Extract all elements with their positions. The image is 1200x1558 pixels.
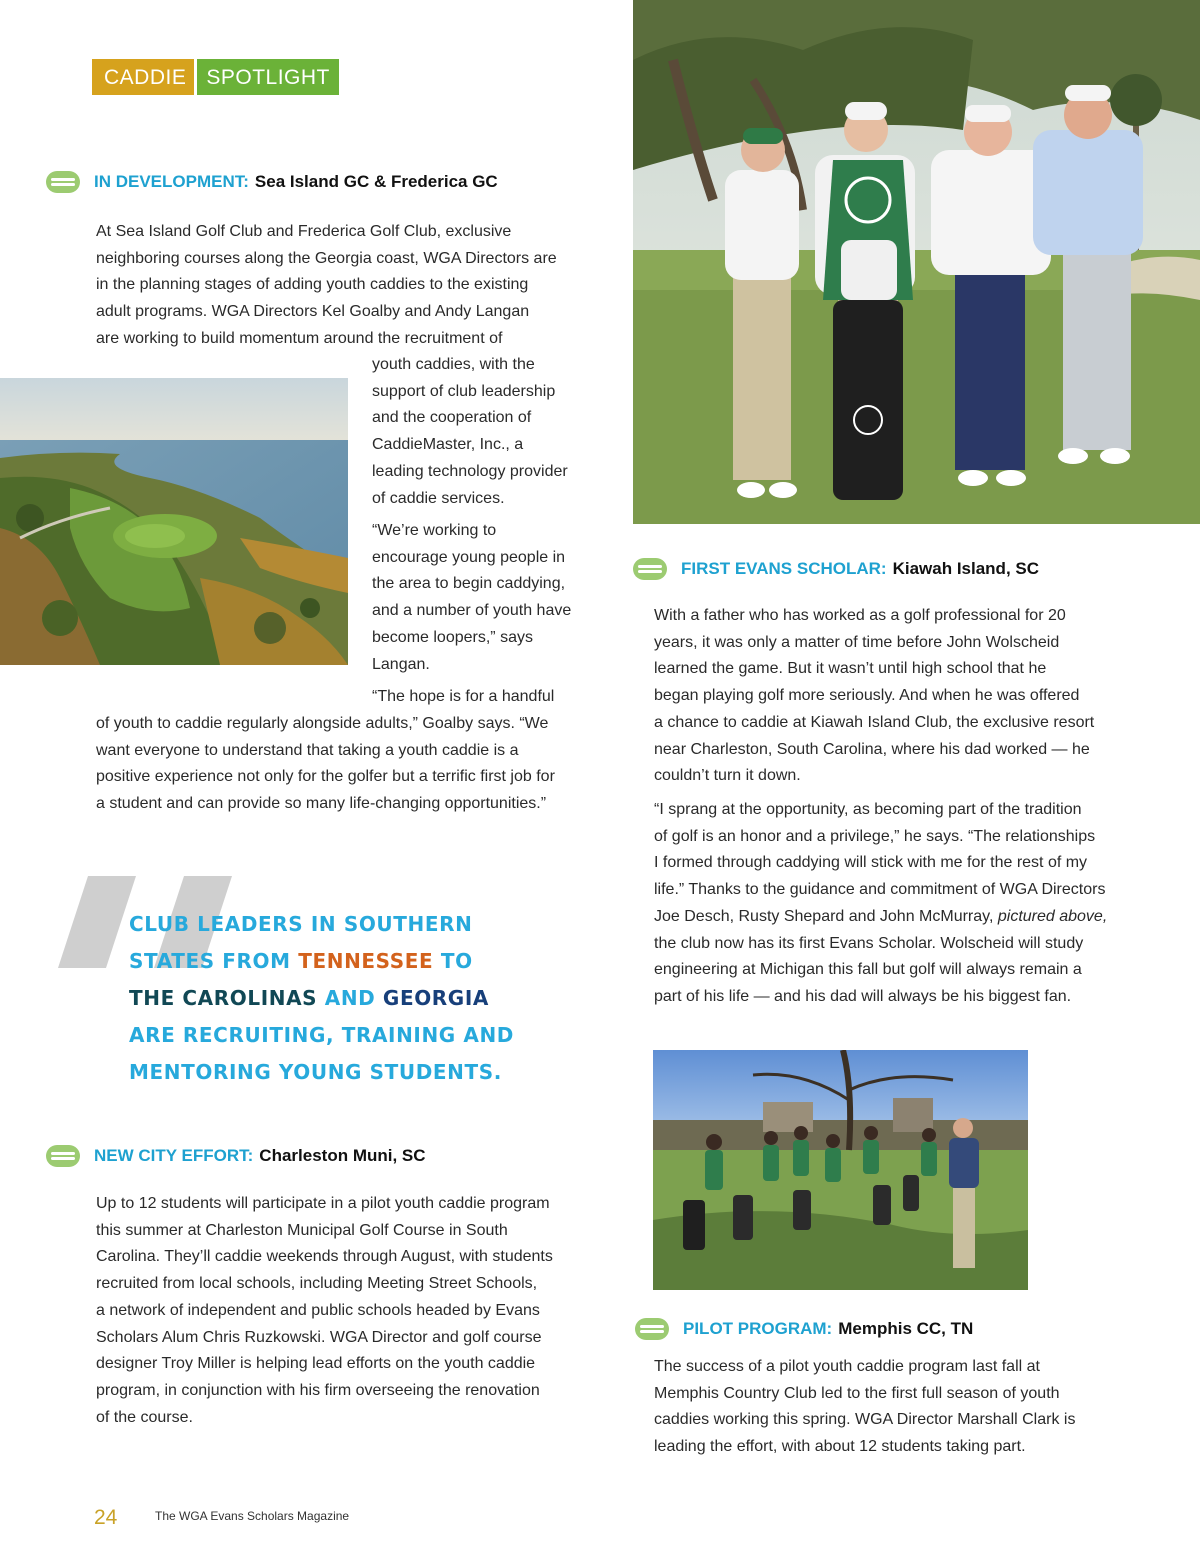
text-line: part of his life — and his dad will always be his biggest fan. [654,987,1072,1005]
quote-highlight-georgia: GEORGIA [382,986,489,1010]
section-tag [92,59,339,95]
text-line: become loopers,” says [372,628,533,646]
text-line: encourage young people in [372,548,566,566]
text-line: Scholars Alum Chris Ruzkowski. WGA Director and golf course [96,1328,542,1346]
text-line: this summer at Charleston Municipal Golf Course in South [96,1221,508,1239]
text-line: “The hope is for a handful [372,688,555,705]
quote-line-4: ARE RECRUITING, TRAINING AND [129,1023,515,1047]
text-line: near Charleston, South Carolina, where his dad worked — he [654,740,1090,758]
first-scholar-para-1 [654,603,1094,790]
text-line: At Sea Island Golf Club and Frederica Golf Club, exclusive [96,223,512,240]
text-line: The success of a pilot youth caddie program last fall at [654,1358,1040,1375]
text-line: “I sprang at the opportunity, as becoming part of the tradition [654,801,1082,818]
quote-text: STATES FROM [129,949,299,973]
text-line: Up to 12 students will participate in a pilot youth caddie program [96,1195,550,1212]
text-line: Carolina. They’ll caddie weekends through August, with students [96,1248,553,1266]
text-line: learned the game. But it wasn’t until high school that he [654,660,1047,678]
in-development-narrow-2 [372,518,571,678]
heading-kicker: PILOT PROGRAM: [683,1319,833,1338]
quote-highlight-tennessee: TENNESSEE [298,949,434,973]
heading-kicker: IN DEVELOPMENT: [94,172,249,191]
text-line: designer Troy Miller is helping lead efforts on the youth caddie [96,1355,536,1373]
memphis-group-photo [653,1050,1028,1290]
text-line: Langan. [372,655,430,673]
text-line: of caddie services. [372,489,505,507]
page-number: 24 [94,1506,118,1529]
pill-icon [635,1318,669,1340]
text-line: in the planning stages of adding youth caddies to the existing [96,276,529,294]
text-line: CaddieMaster, Inc., a [372,436,524,454]
quote-line-3 [129,980,514,1017]
text-line: the area to begin caddying, [372,575,566,593]
text-line: want everyone to understand that taking a youth caddie is a [96,741,519,759]
section-tag-spotlight: SPOTLIGHT [197,59,339,95]
text-line: a student and can provide so many life-changing opportunities.” [96,795,547,813]
text-line: a chance to caddie at Kiawah Island Club, the exclusive resort [654,713,1095,731]
text-line: Memphis Country Club led to the first full season of youth [654,1384,1060,1402]
heading-place: Charleston Muni, SC [259,1146,426,1165]
text-line: of the course. [96,1408,193,1426]
text-line: support of club leadership [372,382,556,400]
text-line: of youth to caddie regularly alongside adults,” Goalby says. “We [96,715,549,732]
text-line: are working to build momentum around the recruitment of [96,329,503,347]
quote-line-1: CLUB LEADERS IN SOUTHERN [129,912,473,936]
in-development-closing [96,711,555,818]
text-line: leading technology provider [372,462,568,480]
heading-place: Memphis CC, TN [838,1319,974,1338]
text-line: neighboring courses along the Georgia coast, WGA Directors are [96,249,557,267]
pill-icon [46,171,80,193]
new-city-body [96,1191,553,1431]
heading-pilot-program [635,1318,973,1340]
pill-icon [46,1145,80,1167]
text-line: adult programs. WGA Directors Kel Goalby and Andy Langan [96,303,530,321]
quote-line-5: MENTORING YOUNG STUDENTS. [129,1060,502,1084]
pill-icon [633,558,667,580]
text-run: Joe Desch, Rusty Shepard and John McMurray, [654,907,998,925]
quote-highlight-carolinas: THE CAROLINAS [129,986,318,1010]
text-line: recruited from local schools, including Meeting Street Schools, [96,1275,538,1293]
text-line: and a number of youth have [372,602,572,620]
in-development-narrow-1 [372,352,568,512]
quote-text: TO [433,949,473,973]
text-line: the club now has its first Evans Scholar. Wolscheid will study [654,934,1084,952]
text-line: couldn’t turn it down. [654,767,801,785]
aerial-course-photo [0,378,348,665]
text-line: and the cooperation of [372,409,532,427]
in-development-body [96,219,557,353]
text-line: life.” Thanks to the guidance and commitment of WGA Directors [654,881,1106,899]
heading-place: Kiawah Island, SC [892,559,1040,578]
text-line: of golf is an honor and a privilege,” he says. “The relationships [654,827,1096,845]
quote-line-2 [129,943,514,980]
quote-text: AND [317,986,383,1010]
text-line: program, in conjunction with his firm overseeing the renovation [96,1381,540,1399]
heading-in-development [46,171,498,193]
heading-new-city [46,1145,426,1167]
in-development-closing-first [372,684,554,711]
text-line: leading the effort, with about 12 students taking part. [654,1438,1026,1456]
text-line: a network of independent and public schools headed by Evans [96,1301,540,1319]
text-line: began playing golf more seriously. And when he was offered [654,687,1080,705]
first-scholar-para-2 [654,797,1107,1011]
text-line [654,904,1107,931]
group-photo-kiawah [633,0,1200,524]
text-line: I formed through caddying will stick with me for the rest of my [654,854,1088,872]
pilot-body [654,1354,1075,1461]
text-line: youth caddies, with the [372,356,535,373]
text-emphasis: pictured above, [997,907,1108,925]
heading-first-evans-scholar [633,558,1039,580]
text-line: caddies working this spring. WGA Director Marshall Clark is [654,1411,1076,1429]
text-line: “We’re working to [372,522,497,539]
text-line: years, it was only a matter of time before John Wolscheid [654,633,1060,651]
heading-kicker: FIRST EVANS SCHOLAR: [681,559,887,578]
text-line: engineering at Michigan this fall but golf will always remain a [654,961,1082,979]
pull-quote [129,906,514,1091]
heading-kicker: NEW CITY EFFORT: [94,1146,254,1165]
magazine-title: The WGA Evans Scholars Magazine [155,1509,350,1523]
text-line: With a father who has worked as a golf professional for 20 [654,607,1066,624]
heading-place: Sea Island GC & Frederica GC [254,172,498,191]
section-tag-caddie: CADDIE [92,59,194,95]
text-line: positive experience not only for the golfer but a terrific first job for [96,768,555,786]
